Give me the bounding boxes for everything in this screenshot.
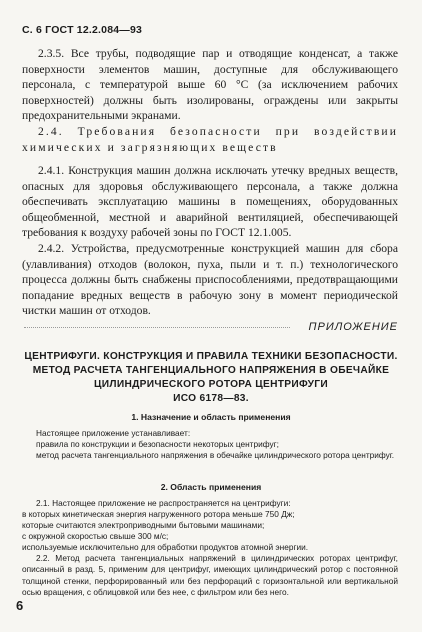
appendix-title-line-3: ЦИЛИНДРИЧЕСКОГО РОТОРА ЦЕНТРИФУГИ: [94, 379, 328, 390]
paragraph-2-3-5: 2.3.5. Все трубы, подводящие пар и отводящие конденсат, а также поверхности элементов машин, доступные для обслуживающего персонала, с температурой выше 60 °С (за исключением рабочих поверхностей) должны быть изолированы, ограждены или закрыты предохранительными экранами.: [22, 47, 398, 123]
section-1-heading: 1. Назначение и область применения: [131, 412, 291, 422]
section-1-line-3: метод расчета тангенциального напряжения в обечайке цилиндрического ротора центрифуг.: [36, 450, 395, 460]
section-2-heading: 2. Область применения: [160, 482, 262, 492]
section-2-line-5: используемые исключительно для обработки продуктов атомной энергии.: [22, 542, 309, 552]
section-1-line-1: Настоящее приложение устанавливает:: [36, 428, 191, 438]
page-number: 6: [16, 598, 24, 613]
page-header: С. 6 ГОСТ 12.2.084—93: [22, 24, 143, 36]
paragraph-2-4-1: 2.4.1. Конструкция машин должна исключать утечку вредных веществ, опасных для здоровья обслуживающего персонала, а также должна обеспечивать эксплуатацию машины в помещениях, оборудованных общеобменной, местной и аварийной вентиляцией, обеспечивающей требования к воздуху рабочей зоны по ГОСТ 12.1.005.: [22, 164, 398, 240]
section-2-line-1: 2.1. Настоящее приложение не распространяется на центрифуги:: [36, 498, 291, 508]
section-2-line-6: 2.2. Метод расчета тангенциальных напряжений в цилиндрических роторах центрифуг, описанный в разд. 5, применим для центрифуг, имеющих цилиндрический ротор с постоянной толщиной стенки, перфорированный или без перфораций с горизонтальной или вертикальной осью вращения, с облицовкой или без нее, с фильтром или без него.: [22, 553, 398, 598]
appendix-title-line-2: МЕТОД РАСЧЕТА ТАНГЕНЦИАЛЬНОГО НАПРЯЖЕНИЯ В ОБЕЧАЙКЕ: [32, 365, 390, 376]
appendix-label: ПРИЛОЖЕНИЕ: [308, 321, 398, 333]
section-2-line-4: с окружной скоростью свыше 300 м/с;: [22, 531, 169, 541]
section-2-line-2: в которых кинетическая энергия нагруженного ротора меньше 750 Дж;: [22, 509, 295, 519]
appendix-title-line-1: ЦЕНТРИФУГИ. КОНСТРУКЦИЯ И ПРАВИЛА ТЕХНИКИ БЕЗОПАСНОСТИ.: [24, 351, 398, 362]
section-1-line-2: правила по конструкции и безопасности некоторых центрифуг;: [36, 439, 279, 449]
section-heading-2-4: 2.4. Требования безопасности при воздействии химических и загрязняющих веществ: [22, 125, 398, 154]
paragraph-2-4-2: 2.4.2. Устройства, предусмотренные конструкцией машин для сбора (улавливания) отходов (волокон, пуха, пыли и т. п.) технологического процесса должны быть снабжены приспособлениями, предотвращающими попадание вредных веществ в рабочую зону в момент периодической чистки машин от отходов.: [22, 242, 398, 318]
appendix-title-line-4: ИСО 6178—83.: [173, 393, 249, 404]
dotted-divider: [24, 327, 290, 328]
section-2-line-3: которые считаются электроприводными бытовыми машинами;: [22, 520, 265, 530]
